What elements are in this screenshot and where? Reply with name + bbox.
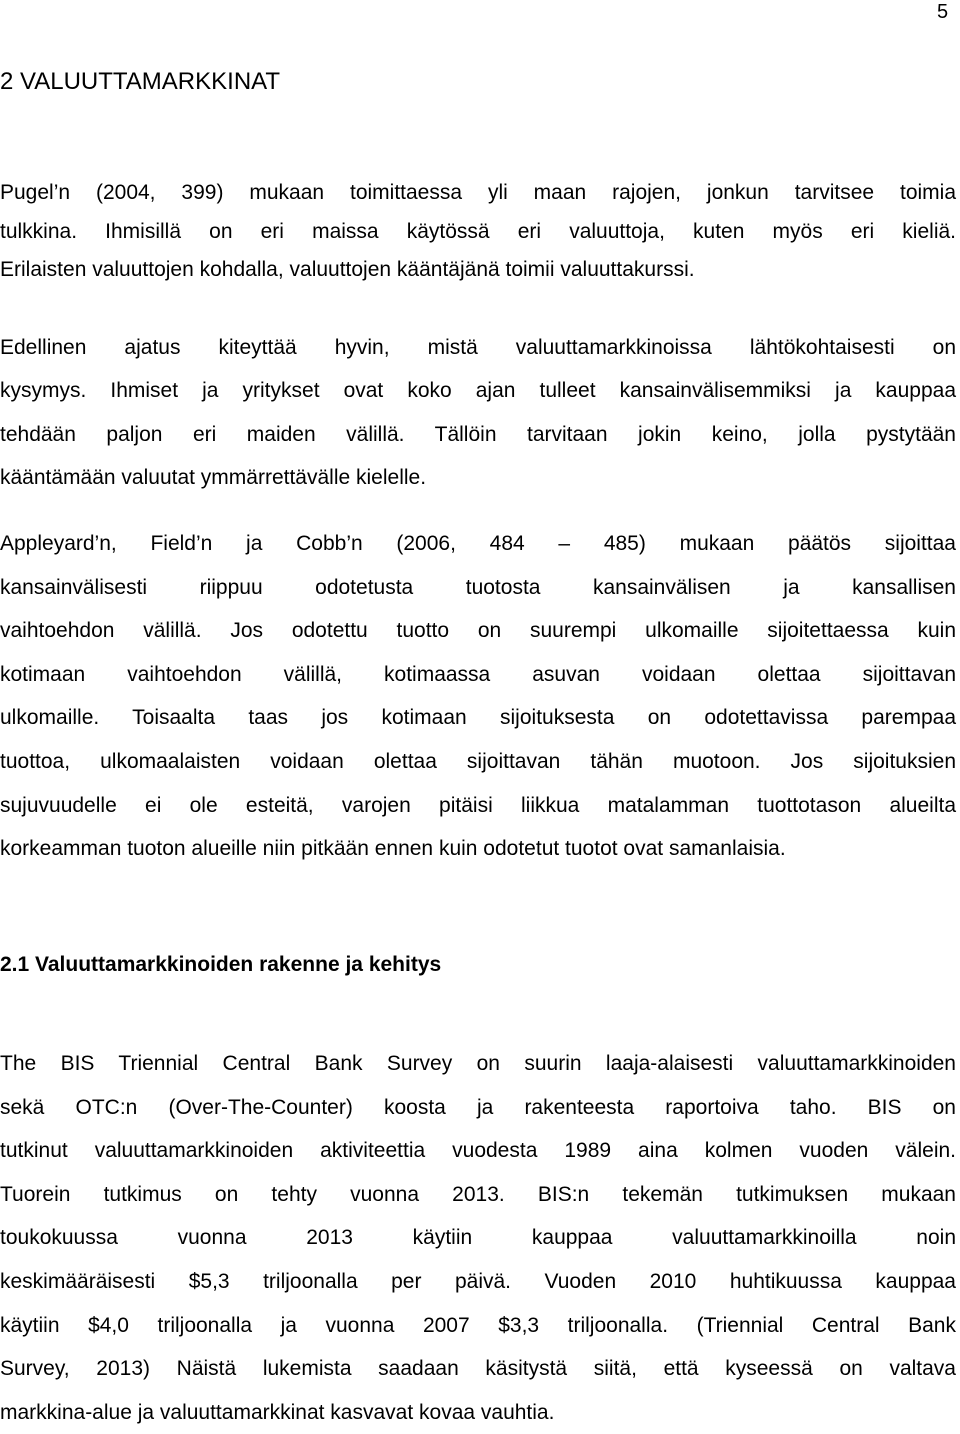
paragraph-line: kysymys. Ihmiset ja yritykset ovat koko ajan tulleet kansainvälisemmiksi ja kauppaa — [0, 379, 956, 403]
paragraph-line: kääntämään valuutat ymmärrettävälle kielelle. — [0, 465, 427, 489]
paragraph-line: keskimääräisesti $5,3 triljoonalla per päivä. Vuoden 2010 huhtikuussa kauppaa — [0, 1269, 956, 1293]
paragraph-line: korkeamman tuoton alueille niin pitkään ennen kuin odotetut tuotot ovat samanlaisia. — [0, 837, 786, 861]
paragraph-line: Appleyard’n, Field’n ja Cobb’n (2006, 484 – 485) mukaan päätös sijoittaa — [0, 532, 956, 555]
paragraph-line: sujuvuudelle ei ole esteitä, varojen pitäisi liikkua matalamman tuottotason alueilta — [0, 793, 956, 817]
paragraph-bis-survey — [0, 1042, 956, 1434]
paragraph-line: ulkomaille. Toisaalta taas jos kotimaan sijoituksesta on odotettavissa parempaa — [0, 706, 956, 730]
paragraph-line: Erilaisten valuuttojen kohdalla, valuuttojen kääntäjänä toimii valuuttakurssi. — [0, 258, 695, 281]
paragraph-line: The BIS Triennial Central Bank Survey on suurin laaja-alaisesti valuuttamarkkinoiden — [0, 1052, 956, 1075]
paragraph-line: kansainvälisesti riippuu odotetusta tuotosta kansainvälisen ja kansallisen — [0, 575, 956, 599]
paragraph-line: Tuorein tutkimus on tehty vuonna 2013. BIS:n tekemän tutkimuksen mukaan — [0, 1182, 956, 1206]
paragraph-line: Pugel’n (2004, 399) mukaan toimittaessa yli maan rajojen, jonkun tarvitsee toimia — [0, 181, 956, 204]
paragraph-context — [0, 326, 956, 499]
chapter-heading: 2 VALUUTTAMARKKINAT — [0, 68, 281, 95]
paragraph-line: toukokuussa vuonna 2013 käytiin kauppaa valuuttamarkkinoilla noin — [0, 1226, 956, 1250]
paragraph-line: tutkinut valuuttamarkkinoiden aktiviteettia vuodesta 1989 aina kolmen vuoden välein. — [0, 1139, 956, 1163]
paragraph-intro — [0, 174, 956, 290]
page-number: 5 — [937, 1, 949, 23]
paragraph-line: markkina-alue ja valuuttamarkkinat kasvavat kovaa vauhtia. — [0, 1400, 555, 1424]
paragraph-line: Survey, 2013) Näistä lukemista saadaan käsitystä siitä, että kyseessä on valtava — [0, 1357, 956, 1381]
paragraph-line: kotimaan vaihtoehdon välillä, kotimaassa asuvan voidaan olettaa sijoittavan — [0, 662, 956, 686]
paragraph-investment — [0, 522, 956, 871]
section-heading: 2.1 Valuuttamarkkinoiden rakenne ja kehitys — [0, 953, 442, 976]
paragraph-line: Edellinen ajatus kiteyttää hyvin, mistä valuuttamarkkinoissa lähtökohtaisesti on — [0, 336, 956, 359]
paragraph-line: tuottoa, ulkomaalaisten voidaan olettaa sijoittavan tähän muotoon. Jos sijoituksien — [0, 749, 956, 773]
paragraph-line: tehdään paljon eri maiden välillä. Tällöin tarvitaan jokin keino, jolla pystytään — [0, 422, 956, 446]
paragraph-line: käytiin $4,0 triljoonalla ja vuonna 2007 $3,3 triljoonalla. (Triennial Central Bank — [0, 1313, 956, 1337]
paragraph-line: sekä OTC:n (Over-The-Counter) koosta ja rakenteesta raportoiva taho. BIS on — [0, 1095, 956, 1119]
paragraph-line: vaihtoehdon välillä. Jos odotettu tuotto on suurempi ulkomaille sijoitettaessa kuin — [0, 619, 956, 643]
paragraph-line: tulkkina. Ihmisillä on eri maissa käytössä eri valuuttoja, kuten myös eri kieliä. — [0, 219, 956, 243]
